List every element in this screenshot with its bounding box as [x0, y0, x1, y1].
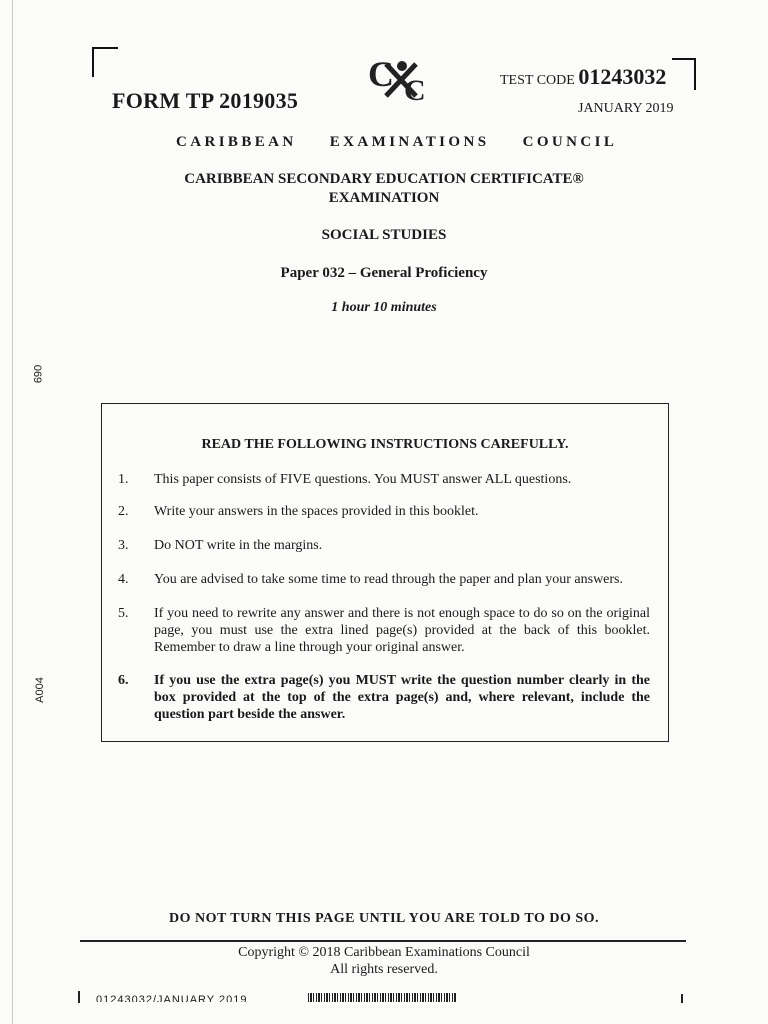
test-code-number: 01243032 — [578, 64, 667, 89]
instruction-text: Do NOT write in the margins. — [154, 538, 323, 553]
instruction-text: If you need to rewrite any answer and there is not enough space to do so on the original page, you must use the extra lined page(s) provided at the back of this booklet. Remember to draw a line through your original answer. — [154, 606, 650, 655]
certificate-title — [0, 170, 768, 208]
instruction-number: 2. — [118, 504, 129, 519]
paper-title: Paper 032 – General Proficiency — [280, 265, 488, 281]
svg-text:C: C — [368, 54, 394, 94]
certificate-line-1: CARIBBEAN SECONDARY EDUCATION CERTIFICATE® — [184, 171, 584, 187]
copyright-text: Copyright © 2018 Caribbean Examinations Council — [238, 945, 530, 960]
instruction-text: If you use the extra page(s) you MUST write the question number clearly in the box provided at the top of the extra page(s) and, where relevant, include the question part beside the answer. — [154, 673, 650, 722]
duration: 1 hour 10 minutes — [331, 300, 437, 315]
certificate-line-2: EXAMINATION — [328, 190, 440, 206]
instruction-number: 3. — [118, 538, 129, 553]
cxc-logo-icon — [366, 52, 436, 108]
instruction-number: 1. — [118, 472, 129, 487]
copyright-block — [0, 944, 768, 978]
barcode-icon — [308, 993, 456, 1002]
footer-code: 01243032/JANUARY 2019 — [96, 994, 248, 1002]
instruction-text: Write your answers in the spaces provided in this booklet. — [154, 504, 479, 519]
instruction-number: 6. — [118, 673, 129, 688]
footer-rule — [80, 940, 686, 942]
footer-mark-right — [681, 994, 683, 1003]
corner-mark-top-right — [672, 58, 696, 90]
rights-text: All rights reserved. — [330, 962, 438, 977]
footer-mark-left — [78, 991, 80, 1003]
instruction-number: 5. — [118, 606, 129, 621]
council-name: CARIBBEAN EXAMINATIONS COUNCIL — [176, 134, 618, 150]
form-number: FORM TP 2019035 — [112, 88, 299, 113]
do-not-turn-warning: DO NOT TURN THIS PAGE UNTIL YOU ARE TOLD TO DO SO. — [168, 911, 600, 926]
instruction-number: 4. — [118, 572, 129, 587]
test-code-label: TEST CODE — [500, 73, 575, 88]
page-edge-line — [12, 0, 13, 1024]
instruction-text: You are advised to take some time to read through the paper and plan your answers. — [154, 572, 624, 587]
corner-mark-top-left — [92, 47, 118, 77]
svg-text:C: C — [404, 74, 426, 107]
test-code — [500, 64, 666, 90]
instruction-text: This paper consists of FIVE questions. You MUST answer ALL questions. — [154, 472, 572, 487]
exam-date: JANUARY 2019 — [578, 101, 674, 116]
instructions-title: READ THE FOLLOWING INSTRUCTIONS CAREFULLY. — [201, 437, 569, 452]
margin-code-top: 069 — [31, 364, 44, 384]
subject-title: SOCIAL STUDIES — [321, 227, 447, 243]
margin-code-bottom: A004 — [33, 677, 46, 703]
